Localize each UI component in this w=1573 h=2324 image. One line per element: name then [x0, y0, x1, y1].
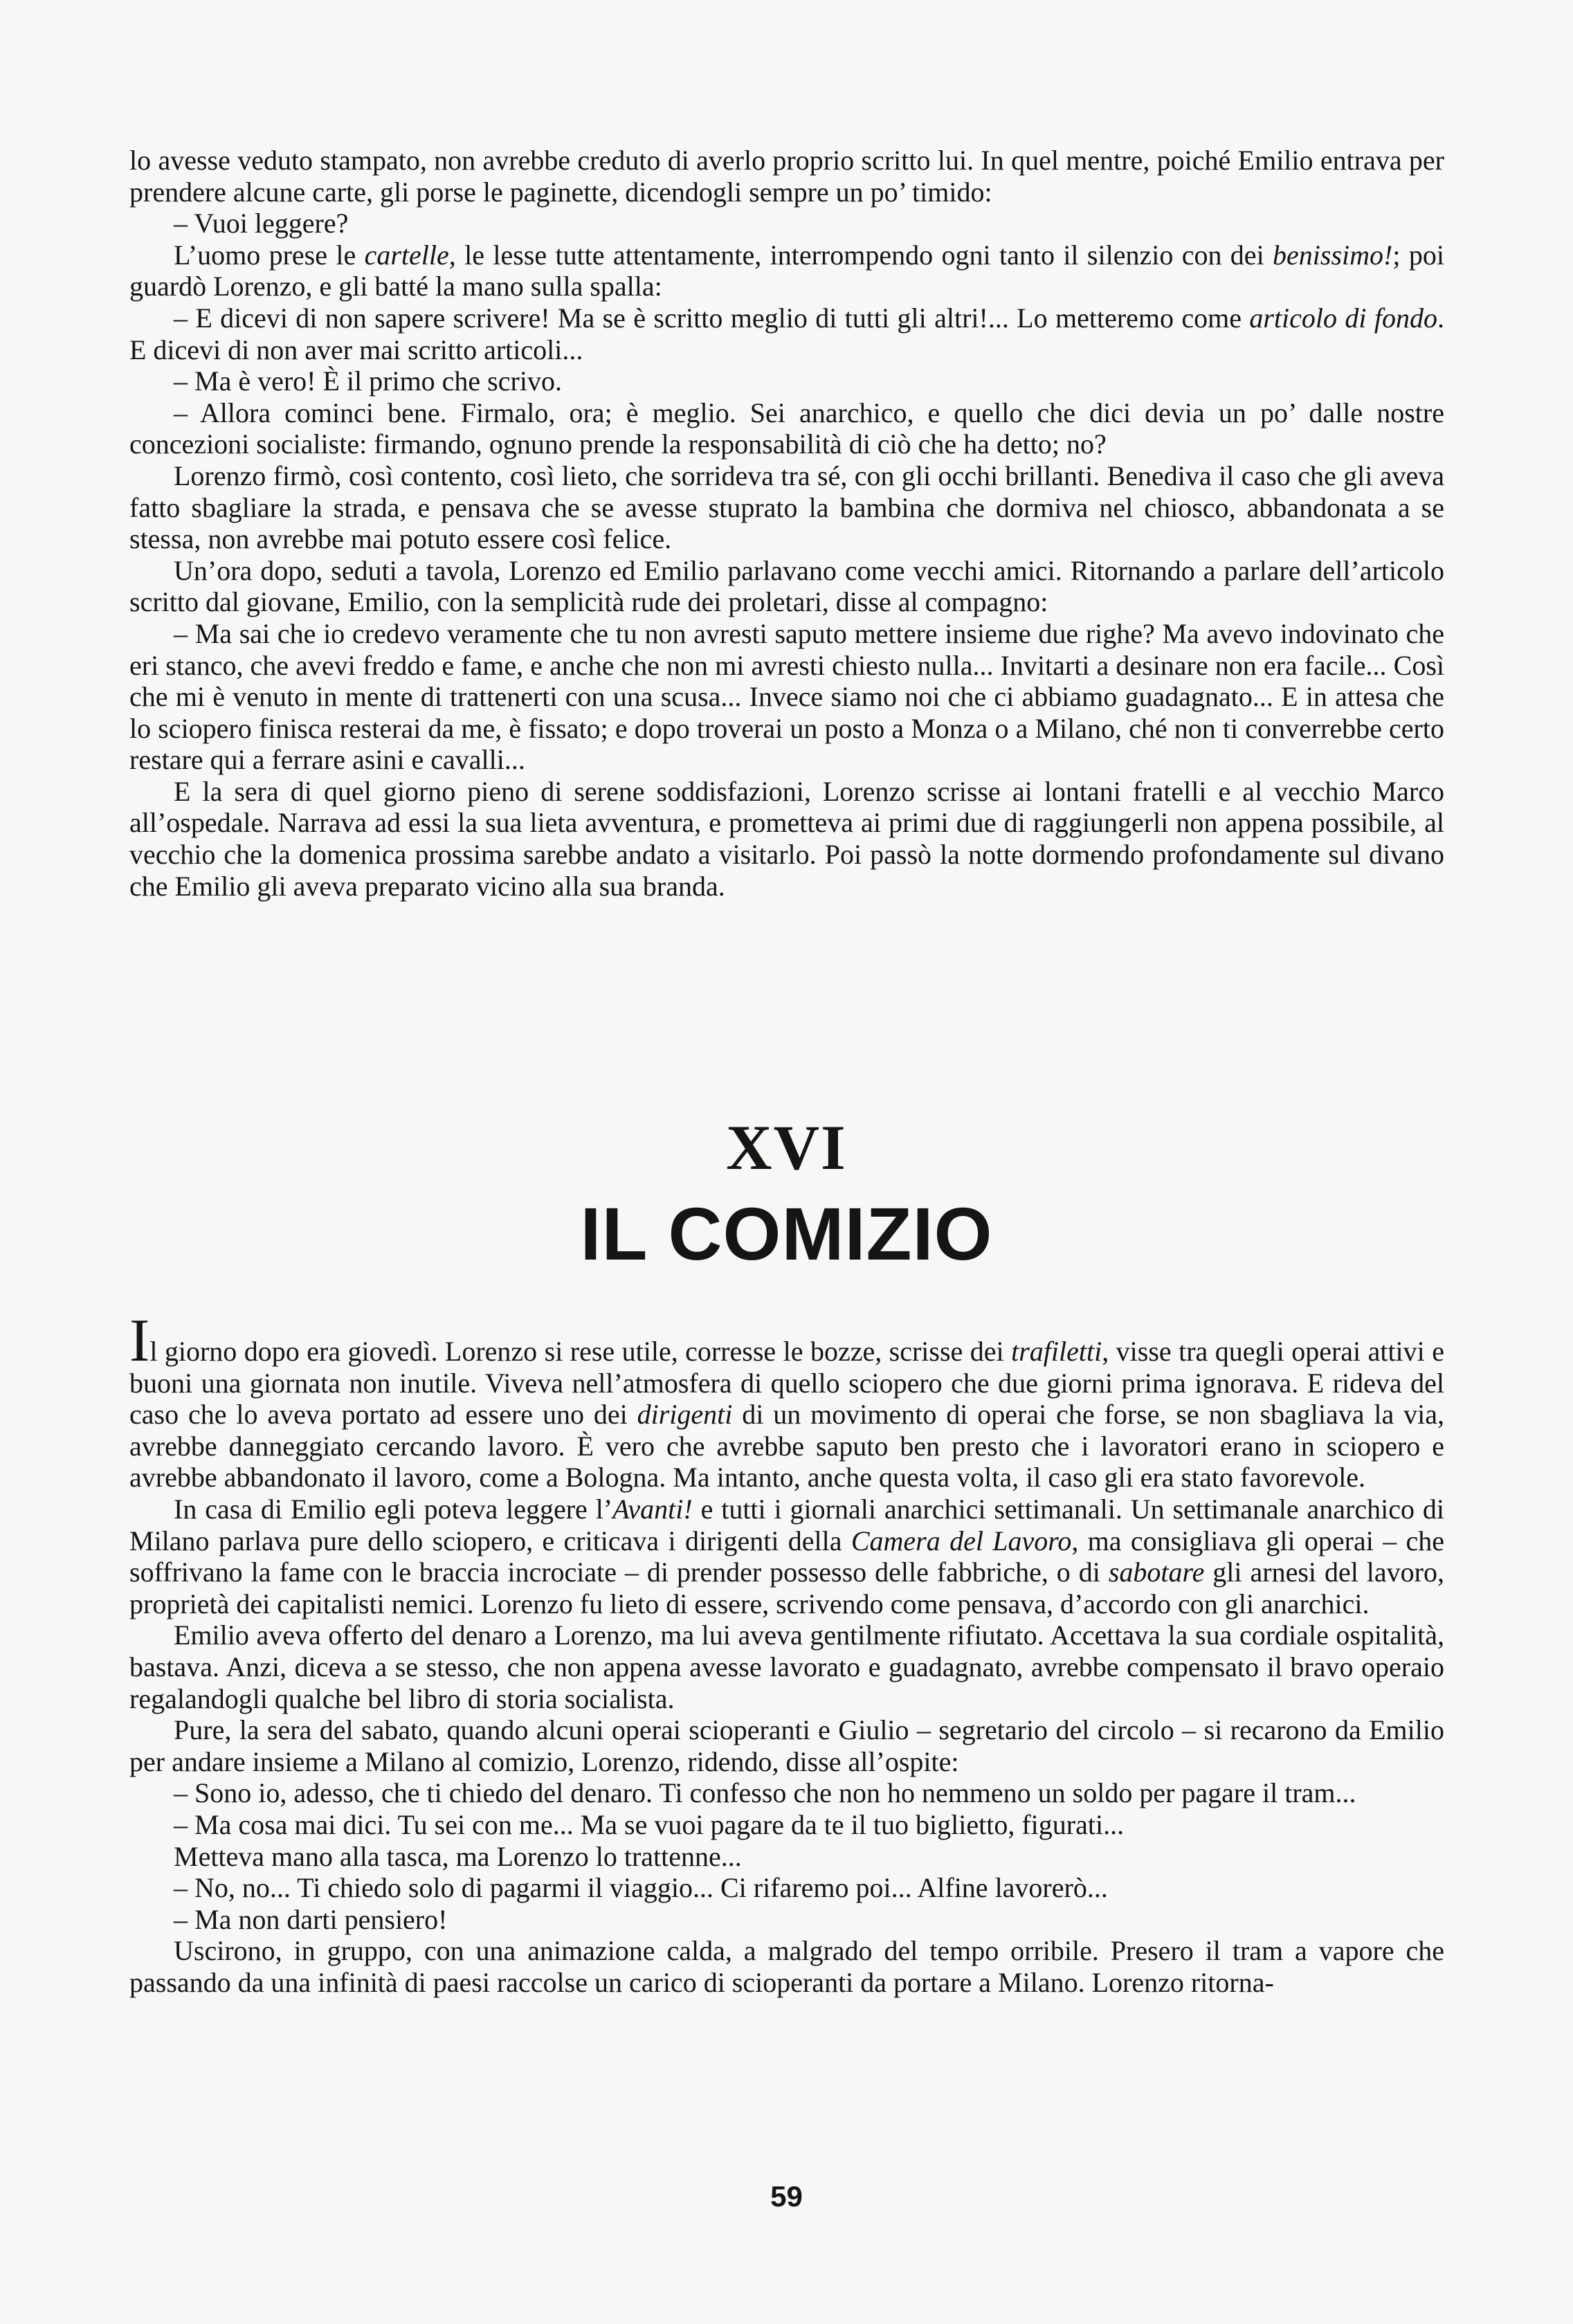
text-block-top — [129, 145, 1444, 902]
text-run: Uscirono, in gruppo, con una animazione calda, a malgrado del tempo orribile. Presero il tram a vapore che passando da una infinità di paesi raccolse un carico di scioperanti da portare a Milano. Lorenzo ritorna- — [129, 1935, 1444, 1998]
paragraph — [129, 1841, 1444, 1873]
paragraph — [129, 302, 1444, 365]
text-run: E la sera di quel giorno pieno di serene soddisfazioni, Lorenzo scrisse ai lontani fratelli e al vecchio Marco all’ospedale. Narrava ad essi la sua lieta avventura, e prometteva ai primi due di raggiungerli non appena possibile, al vecchio che la domenica prossima sarebbe andato a visitarlo. Poi passò la notte dormendo profondamente sul divano che Emilio gli aveva preparato vicino alla sua branda. — [129, 775, 1444, 902]
paragraph — [129, 618, 1444, 776]
text-run: – Vuoi leggere? — [174, 208, 349, 239]
paragraph — [129, 397, 1444, 460]
paragraph — [129, 1872, 1444, 1904]
paragraph — [129, 1494, 1444, 1619]
paragraph — [129, 365, 1444, 397]
text-run: – E dicevi di non sapere scrivere! Ma se è scritto meglio di tutti gli altri!... Lo metteremo come — [174, 302, 1250, 334]
italic-text: trafiletti — [1011, 1336, 1102, 1367]
text-run: l giorno dopo era giovedì. Lorenzo si rese utile, corresse le bozze, scrisse dei — [149, 1336, 1012, 1367]
italic-text: dirigenti — [637, 1399, 733, 1431]
text-run: , ma consigliava gli operai – che soffrivano la fame con le braccia incrociate – di prender possesso delle fabbriche, o di — [129, 1525, 1444, 1588]
text-run: L’uomo prese le — [174, 239, 365, 271]
text-run: In casa di Emilio egli poteva leggere l’ — [174, 1493, 613, 1525]
text-run: , le lesse tutte attentamente, interrompendo ogni tanto il silenzio con dei — [448, 239, 1273, 271]
paragraph — [129, 145, 1444, 208]
italic-text: cartelle — [364, 239, 449, 271]
paragraph — [129, 1777, 1444, 1809]
text-run: di un movimento di operai che forse, se non sbagliava la via, avrebbe danneggiato cercando lavoro. È vero che avrebbe saputo ben presto che i lavoratori erano in sciopero e avrebbe abbandonato il lavoro, come a Bologna. Ma intanto, anche questa volta, il caso gli era stato favorevole. — [129, 1399, 1445, 1494]
text-run: ; poi guardò Lorenzo, e gli batté la mano sulla spalla: — [129, 239, 1444, 302]
italic-text: benissimo! — [1273, 239, 1393, 271]
text-run: Metteva mano alla tasca, ma Lorenzo lo trattenne... — [174, 1840, 742, 1872]
paragraph — [129, 776, 1444, 902]
text-run: – Sono io, adesso, che ti chiedo del denaro. Ti confesso che non ho nemmeno un soldo per pagare il tram... — [174, 1777, 1356, 1809]
text-run: Un’ora dopo, seduti a tavola, Lorenzo ed Emilio parlavano come vecchi amici. Ritornando a parlare dell’articolo scritto dal giovane, Emilio, con la semplicità rude dei proletari, disse al compagno: — [129, 554, 1444, 618]
paragraph — [129, 1307, 1445, 1494]
text-run: – Ma è vero! È il primo che scrivo. — [174, 365, 562, 397]
text-run: lo avesse veduto stampato, non avrebbe creduto di averlo proprio scritto lui. In quel mentre, poiché Emilio entrava per prendere alcune carte, gli porse le paginette, dicendogli sempre un po’ timido: — [129, 145, 1444, 208]
paragraph — [129, 460, 1444, 555]
italic-text: sabotare — [1108, 1556, 1205, 1588]
text-run: Pure, la sera del sabato, quando alcuni operai scioperanti e Giulio – segretario del circolo – si recarono da Emilio per andare insieme a Milano al comizio, Lorenzo, ridendo, disse all’ospite: — [129, 1714, 1444, 1777]
paragraph — [129, 1904, 1444, 1936]
text-run: , visse tra quegli operai attivi e buoni una giornata non inutile. Viveva nell’atmosfera di quello sciopero che due giorni prima ignorava. E rideva del caso che lo aveva portato ad essere uno dei — [129, 1336, 1444, 1431]
paragraph — [129, 239, 1444, 302]
paragraph — [129, 208, 1444, 239]
italic-text: Avanti! — [612, 1493, 693, 1525]
text-run: gli arnesi del lavoro, proprietà dei capitalisti nemici. Lorenzo fu lieto di essere, scrivendo come pensava, d’accordo con gli anarchici. — [129, 1556, 1444, 1619]
text-run: – Ma sai che io credevo veramente che tu non avresti saputo mettere insieme due righe? Ma avevo indovinato che eri stanco, che avevi freddo e fame, e anche che non mi avresti chiesto nulla... Invitarti a desinare non era facile... Così che mi è venuto in mente di trattenerti con una scusa... Invece siamo noi che ci abbiamo guadagnato... E in attesa che lo sciopero finisca resterai da me, è fissato; e dopo troverai un posto a Monza o a Milano, ché non ti converrebbe certo restare qui a ferrare asini e cavalli... — [129, 617, 1444, 776]
text-run: – Ma non darti pensiero! — [174, 1903, 448, 1935]
chapter-title: IL COMIZIO — [580, 1192, 993, 1276]
text-run: – No, no... Ti chiedo solo di pagarmi il viaggio... Ci rifaremo poi... Alfine lavorerò... — [174, 1872, 1108, 1904]
page-number: 59 — [770, 2180, 803, 2213]
drop-cap: I — [129, 1307, 150, 1374]
paragraph — [129, 1809, 1444, 1841]
text-run: Emilio aveva offerto del denaro a Lorenzo, ma lui aveva gentilmente rifiutato. Accettava la sua cordiale ospitalità, bastava. Anzi, diceva a se stesso, che non appena avesse lavorato e guadagnato, avrebbe compensato il bravo operaio regalandogli qualche bel libro di storia socialista. — [129, 1619, 1444, 1714]
paragraph — [129, 1714, 1444, 1777]
chapter-number: XVI — [726, 1112, 847, 1183]
text-block-bottom — [129, 1307, 1445, 1998]
text-run: – Ma cosa mai dici. Tu sei con me... Ma se vuoi pagare da te il tuo biglietto, figurati... — [174, 1808, 1125, 1840]
text-run: – Allora cominci bene. Firmalo, ora; è meglio. Sei anarchico, e quello che dici devia un po’ dalle nostre concezioni socialiste: firmando, ognuno prende la responsabilità di ciò che ha detto; no? — [129, 397, 1444, 460]
paragraph — [129, 1935, 1444, 1998]
paragraph — [129, 1619, 1444, 1714]
italic-text: Camera del Lavoro — [851, 1525, 1072, 1556]
text-run: Lorenzo firmò, così contento, così lieto, che sorrideva tra sé, con gli occhi brillanti. Benediva il caso che gli aveva fatto sbagliare la strada, e pensava che se avesse stuprato la bambina che dormiva nel chiosco, abbandonata a se stessa, non avrebbe mai potuto essere così felice. — [129, 460, 1444, 555]
text-run: e tutti i giornali anarchici settimanali. Un settimanale anarchico di Milano parlava pure dello sciopero, e criticava i dirigenti della — [129, 1493, 1444, 1556]
text-run: . E dicevi di non aver mai scritto articoli... — [129, 302, 1444, 365]
italic-text: articolo di fondo — [1249, 302, 1437, 334]
paragraph — [129, 555, 1444, 618]
